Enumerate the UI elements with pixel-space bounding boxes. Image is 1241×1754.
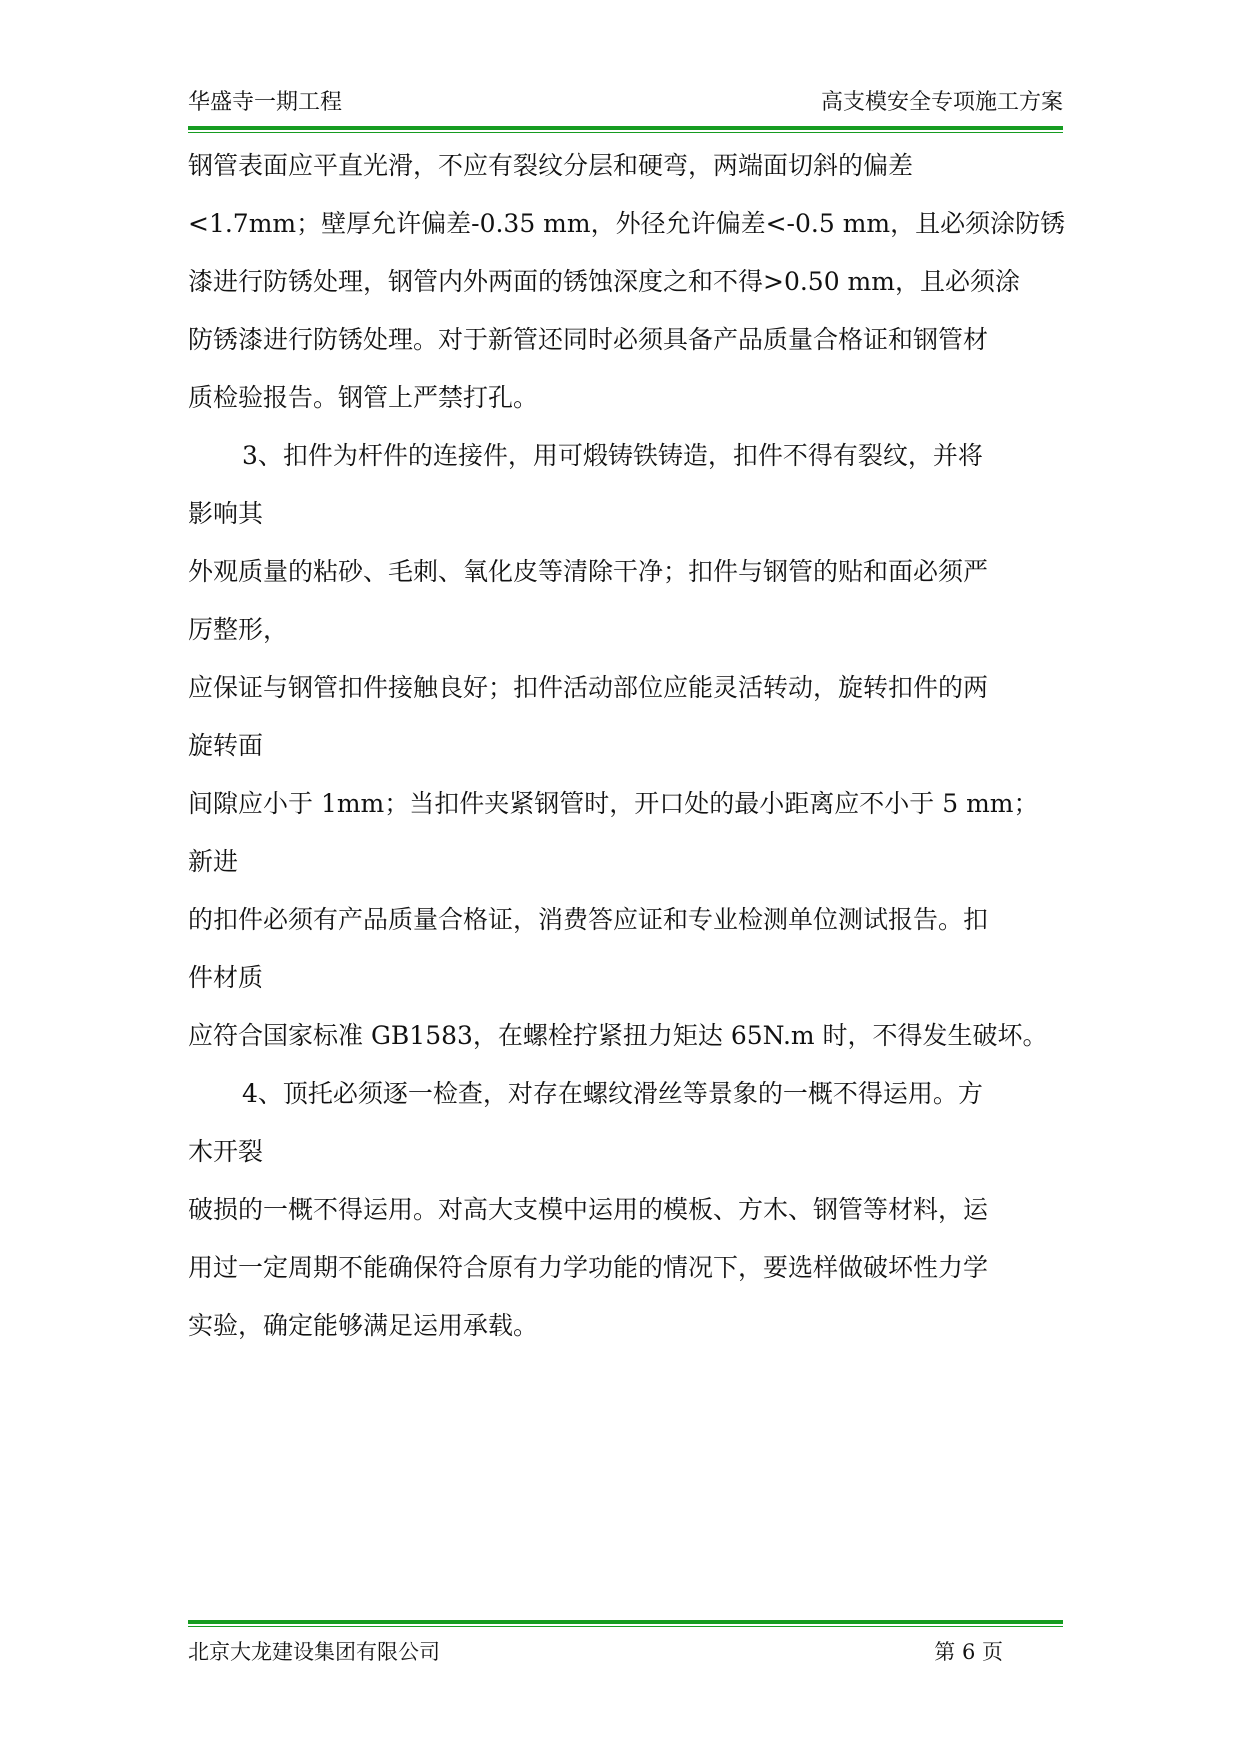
footer-company-name: 北京大龙建设集团有限公司 (188, 1640, 440, 1664)
body-line: <1.7mm；壁厚允许偏差-0.35 mm，外径允许偏差<-0.5 mm，且必须涂防锈 (188, 209, 1066, 238)
body-line: 4、顶托必须逐一检查，对存在螺纹滑丝等景象的一概不得运用。方 (242, 1079, 983, 1108)
page-footer (188, 1636, 1063, 1668)
body-line: 影响其 (188, 499, 264, 528)
footer-rule-thin (188, 1626, 1063, 1627)
body-line: 的扣件必须有产品质量合格证，消费答应证和专业检测单位测试报告。扣 (188, 905, 989, 934)
body-line: 破损的一概不得运用。对高大支模中运用的模板、方木、钢管等材料，运 (188, 1195, 989, 1224)
footer-rule (188, 1620, 1063, 1624)
body-line: 应符合国家标准 GB1583，在螺栓拧紧扭力矩达 65N.m 时，不得发生破坏。 (188, 1021, 1048, 1050)
footer-page-number: 第 6 页 (934, 1640, 1003, 1664)
header-project-name: 华盛寺一期工程 (188, 90, 343, 115)
body-line: 质检验报告。钢管上严禁打孔。 (188, 383, 539, 412)
body-line: 厉整形， (188, 615, 289, 644)
page-header (188, 86, 1063, 120)
body-line: 木开裂 (188, 1137, 264, 1166)
body-line: 3、扣件为杆件的连接件，用可煅铸铁铸造，扣件不得有裂纹，并将 (242, 441, 983, 470)
body-line: 用过一定周期不能确保符合原有力学功能的情况下，要选样做破坏性力学 (188, 1253, 989, 1282)
header-rule-thin (188, 132, 1063, 133)
body-line: 钢管表面应平直光滑，不应有裂纹分层和硬弯，两端面切斜的偏差 (188, 151, 914, 180)
body-line: 间隙应小于 1mm；当扣件夹紧钢管时，开口处的最小距离应不小于 5 mm； (188, 789, 1039, 818)
body-line: 件材质 (188, 963, 264, 992)
body-line: 漆进行防锈处理，钢管内外两面的锈蚀深度之和不得>0.50 mm，且必须涂 (188, 267, 1020, 296)
body-line: 旋转面 (188, 731, 264, 760)
body-line: 防锈漆进行防锈处理。对于新管还同时必须具备产品质量合格证和钢管材 (188, 325, 989, 354)
body-line: 实验，确定能够满足运用承载。 (188, 1311, 539, 1340)
body-line: 应保证与钢管扣件接触良好；扣件活动部位应能灵活转动，旋转扣件的两 (188, 673, 989, 702)
document-body (188, 150, 1066, 1590)
body-line: 新进 (188, 847, 239, 876)
header-rule (188, 126, 1063, 130)
body-line: 外观质量的粘砂、毛刺、氧化皮等清除干净；扣件与钢管的贴和面必须严 (188, 557, 989, 586)
header-document-title: 高支模安全专项施工方案 (820, 90, 1063, 115)
